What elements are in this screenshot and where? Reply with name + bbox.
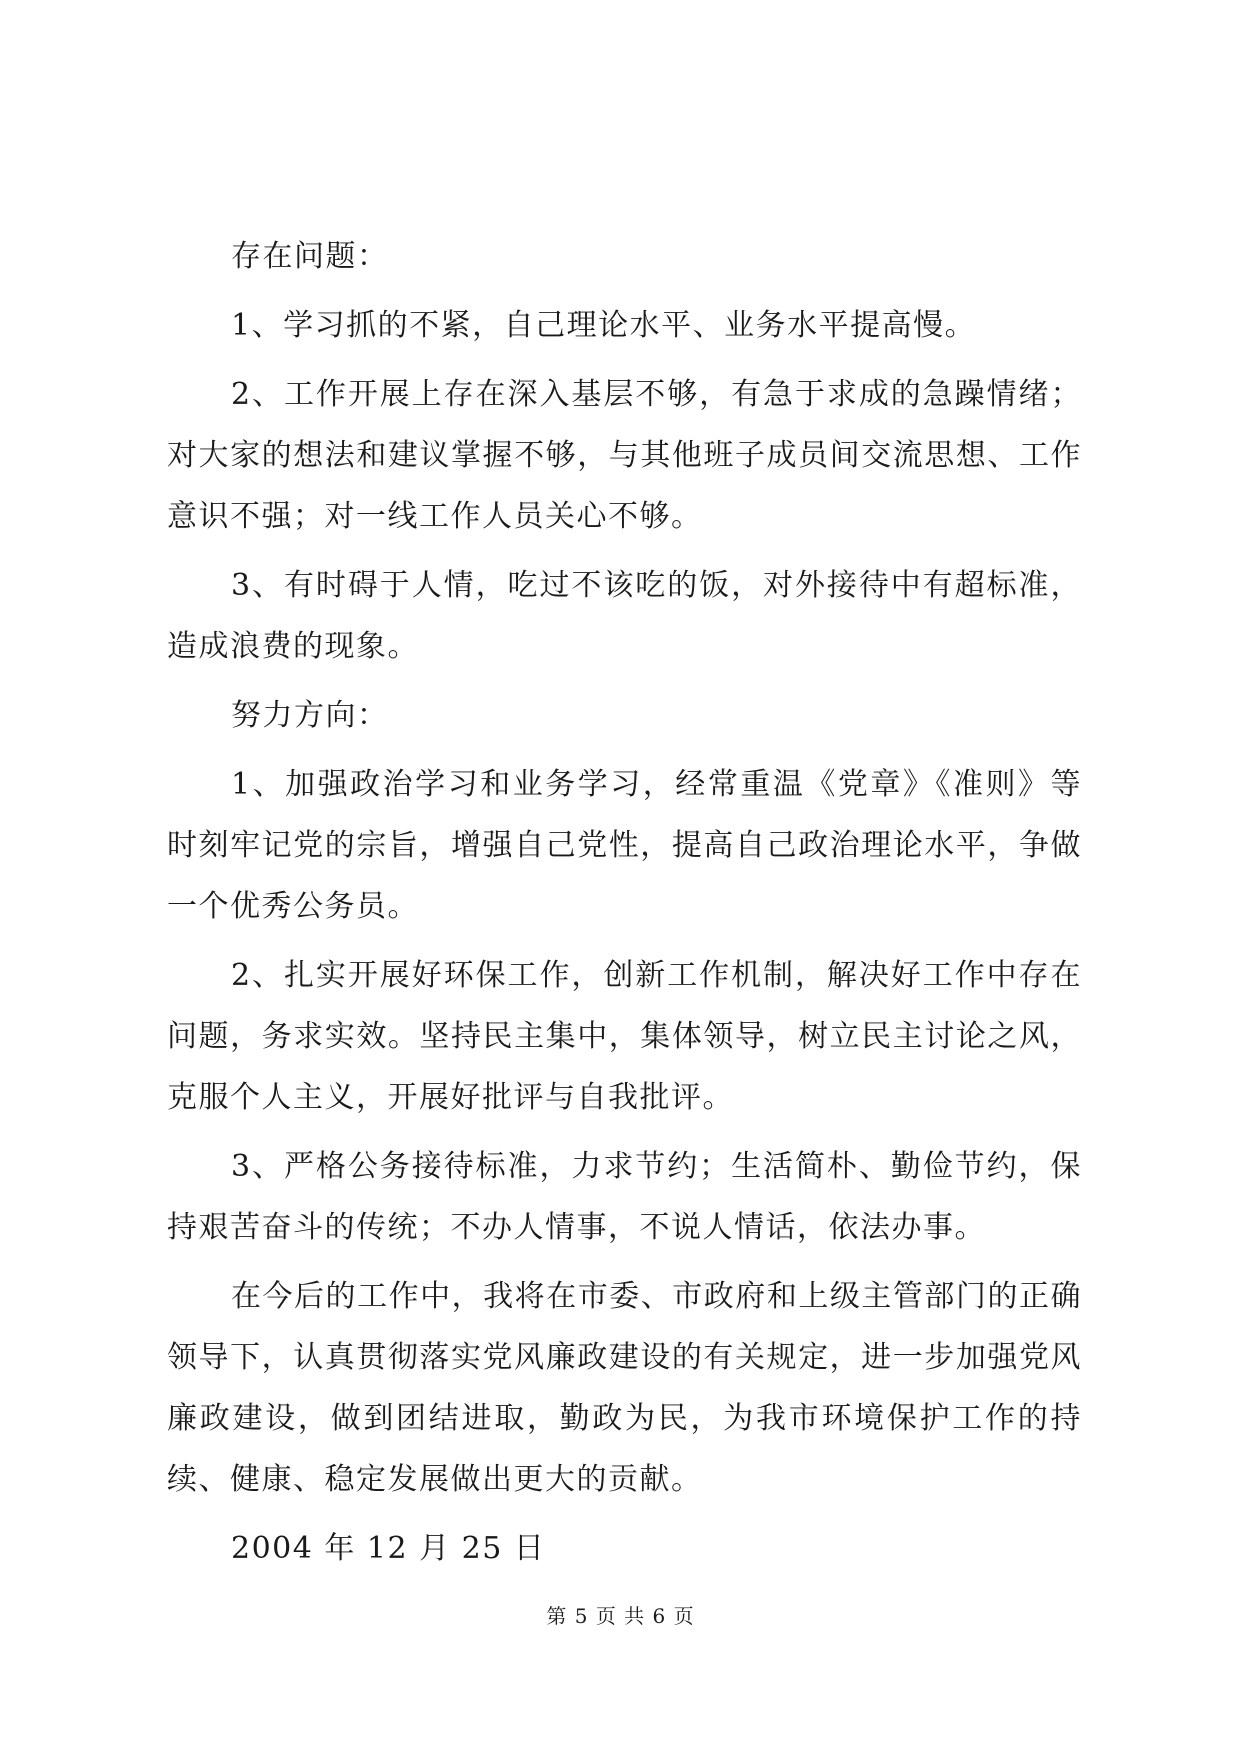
section-heading-problems: 存在问题： [231, 239, 389, 274]
direction-item-2: 2、扎实开展好环保工作，创新工作机制，解决好工作中存在问题，务求实效。坚持民主集中，集体领导，树立民主讨论之风，克服个人主义，开展好批评与自我批评。 [167, 958, 1082, 1115]
direction-item-3: 3、严格公务接待标准，力求节约；生活简朴、勤俭节约，保持艰苦奋斗的传统；不办人情事，不说人情话，依法办事。 [167, 1149, 1082, 1245]
section-heading-directions: 努力方向： [231, 698, 389, 733]
direction-item-1: 1、加强政治学习和业务学习，经常重温《党章》《准则》等时刻牢记党的宗旨，增强自己党性，提高自己政治理论水平，争做一个优秀公务员。 [167, 767, 1082, 924]
page-footer: 第 5 页 共 6 页 [546, 1604, 695, 1628]
document-date: 2004 年 12 月 25 日 [231, 1531, 546, 1566]
problem-item-1: 1、学习抓的不紧，自己理论水平、业务水平提高慢。 [231, 308, 977, 343]
problem-item-2: 2、工作开展上存在深入基层不够，有急于求成的急躁情绪；对大家的想法和建议掌握不够，与其他班子成员间交流思想、工作意识不强；对一线工作人员关心不够。 [167, 377, 1082, 534]
problem-item-3: 3、有时碍于人情，吃过不该吃的饭，对外接待中有超标准，造成浪费的现象。 [167, 568, 1082, 664]
closing-paragraph: 在今后的工作中，我将在市委、市政府和上级主管部门的正确领导下，认真贯彻落实党风廉政建设的有关规定，进一步加强党风廉政建设，做到团结进取，勤政为民，为我市环境保护工作的持续、健康、稳定发展做出更大的贡献。 [167, 1279, 1082, 1497]
document-body [167, 226, 1082, 1587]
